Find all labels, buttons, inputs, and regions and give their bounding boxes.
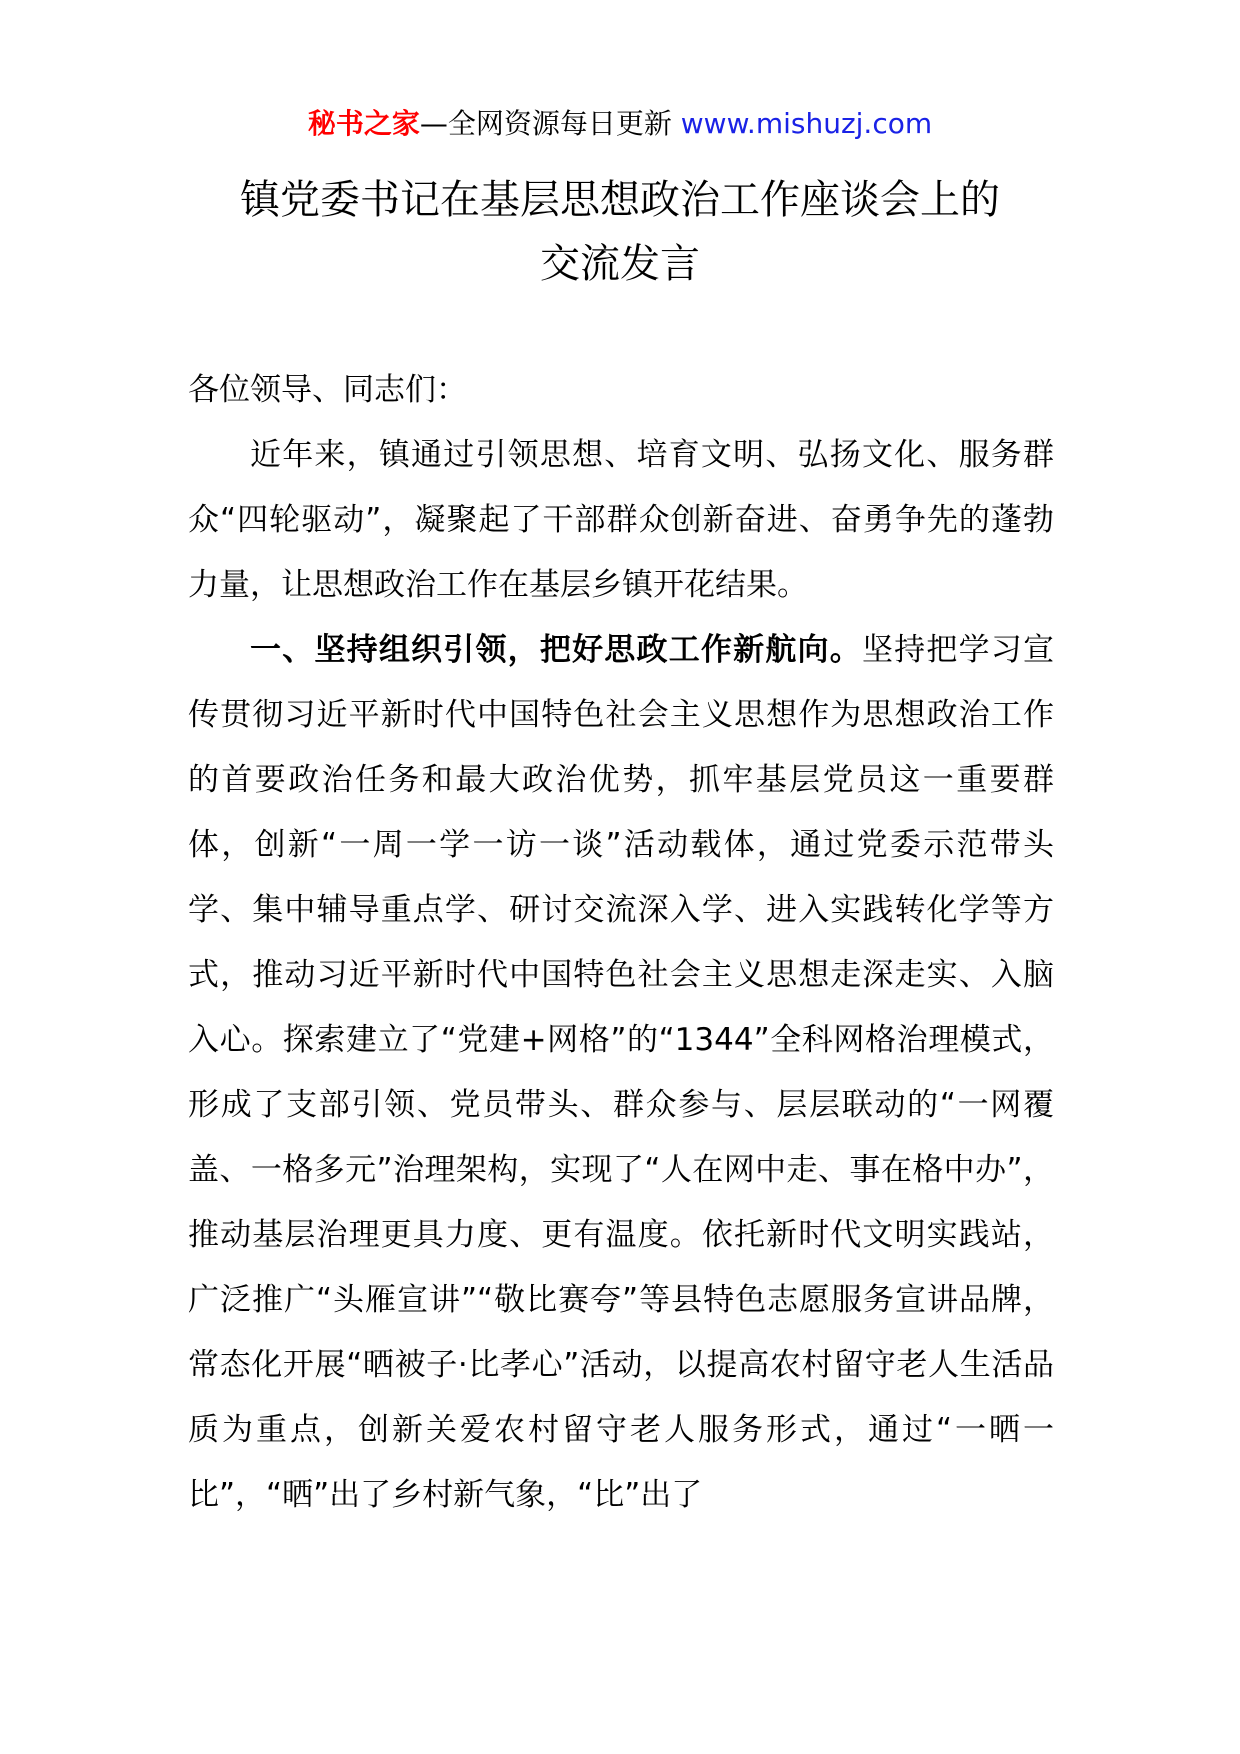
site-header — [0, 104, 1240, 144]
site-url-link[interactable]: www.mishuzj.com — [680, 107, 933, 140]
paragraph-intro — [188, 423, 1054, 618]
salutation: 各位领导、同志们： — [188, 372, 467, 408]
title-line-2: 交流发言 — [540, 241, 700, 287]
section-heading: 一、坚持组织引领，把好思政工作新航向。 — [250, 632, 862, 668]
document-title — [0, 168, 1240, 296]
paragraph-text: 坚持把学习宣传贯彻习近平新时代中国特色社会主义思想作为思想政治工作的首要政治任务和最大政治优势，抓牢基层党员这一重要群体，创新“一周一学一访一谈”活动载体，通过党委示范带头学、集中辅导重点学、研讨交流深入学、进入实践转化学等方式，推动习近平新时代中国特色社会主义思想走深走实、入脑入心。探索建立了“党建+网格”的“1344”全科网格治理模式，形成了支部引领、党员带头、群众参与、层层联动的“一网覆盖、一格多元”治理架构，实现了“人在网中走、事在格中办”，推动基层治理更具力度、更有温度。依托新时代文明实践站，广泛推广“头雁宣讲”“敬比赛夸”等县特色志愿服务宣讲品牌，常态化开展“晒被子·比孝心”活动，以提高农村留守老人生活品质为重点，创新关爱农村留守老人服务形式，通过“一晒一比”，“晒”出了乡村新气象，“比”出了 — [188, 632, 1055, 1513]
site-tagline: —全网资源每日更新 — [419, 107, 681, 140]
paragraph-text: 近年来，镇通过引领思想、培育文明、弘扬文化、服务群众“四轮驱动”，凝聚起了干部群众创新奋进、奋勇争先的蓬勃力量，让思想政治工作在基层乡镇开花结果。 — [188, 437, 1054, 603]
title-line-1: 镇党委书记在基层思想政治工作座谈会上的 — [240, 177, 1000, 223]
site-brand: 秘书之家 — [307, 107, 420, 140]
document-body — [188, 358, 1054, 1528]
paragraph-section-1 — [188, 618, 1054, 1528]
